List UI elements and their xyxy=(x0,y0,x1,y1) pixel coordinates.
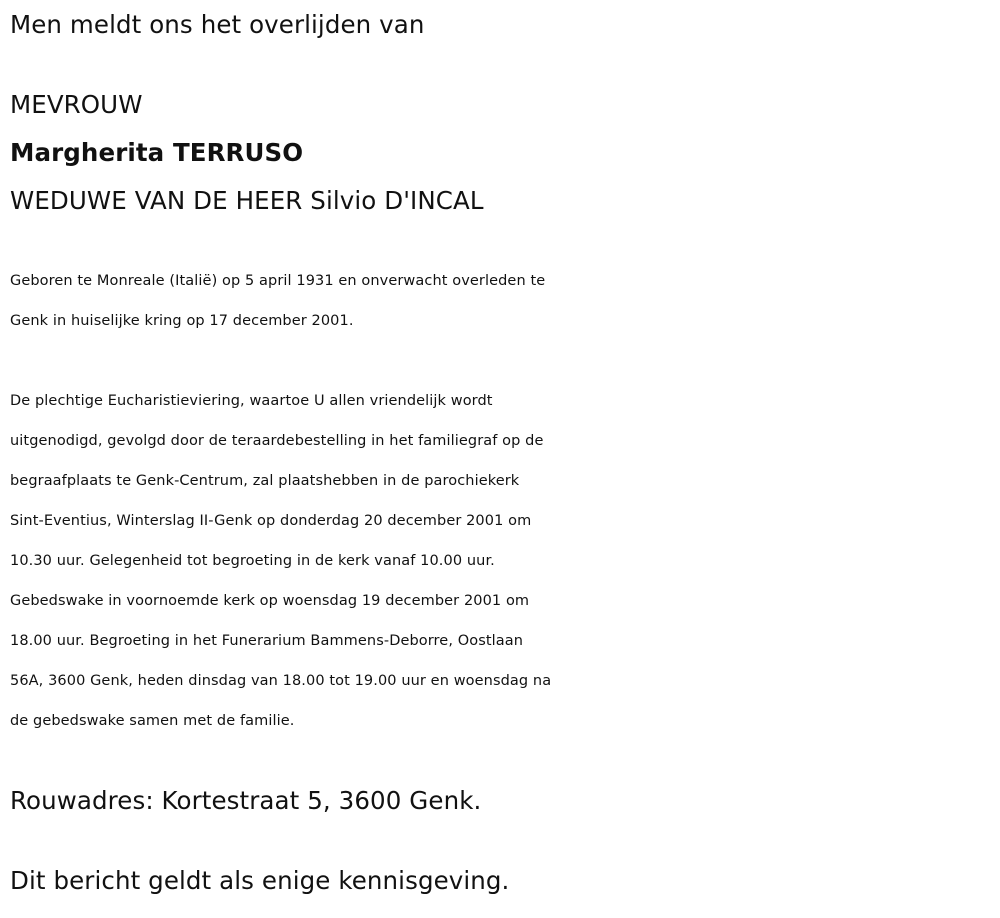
widow-of: WEDUWE VAN DE HEER Silvio D'INCAL xyxy=(10,186,484,215)
salutation: MEVROUW xyxy=(10,90,143,119)
paragraph-line: Geboren te Monreale (Italië) op 5 april 1931 en onverwacht overleden te xyxy=(10,273,546,289)
birth-death-paragraph xyxy=(10,261,995,341)
deceased-name: Margherita TERRUSO xyxy=(10,138,304,167)
paragraph-line: 10.30 uur. Gelegenheid tot begroeting in de kerk vanaf 10.00 uur. xyxy=(10,553,495,569)
paragraph-line: Gebedswake in voornoemde kerk op woensdag 19 december 2001 om xyxy=(10,593,530,609)
paragraph-line: 18.00 uur. Begroeting in het Funerarium Bammens-Deborre, Oostlaan xyxy=(10,633,524,649)
ceremony-paragraph xyxy=(10,381,995,741)
paragraph-line: Genk in huiselijke kring op 17 december 2001. xyxy=(10,313,354,329)
paragraph-line: de gebedswake samen met de familie. xyxy=(10,713,295,729)
paragraph-line: uitgenodigd, gevolgd door de teraardebestelling in het familiegraf op de xyxy=(10,433,544,449)
mourning-address: Rouwadres: Kortestraat 5, 3600 Genk. xyxy=(10,786,482,815)
paragraph-line: De plechtige Eucharistieviering, waartoe U allen vriendelijk wordt xyxy=(10,393,493,409)
paragraph-line: begraafplaats te Genk-Centrum, zal plaatshebben in de parochiekerk xyxy=(10,473,520,489)
paragraph-line: 56A, 3600 Genk, heden dinsdag van 18.00 tot 19.00 uur en woensdag na xyxy=(10,673,552,689)
closing-text: Dit bericht geldt als enige kennisgeving. xyxy=(10,866,510,895)
intro-text: Men meldt ons het overlijden van xyxy=(10,10,425,39)
paragraph-line: Sint-Eventius, Winterslag II-Genk op donderdag 20 december 2001 om xyxy=(10,513,532,529)
